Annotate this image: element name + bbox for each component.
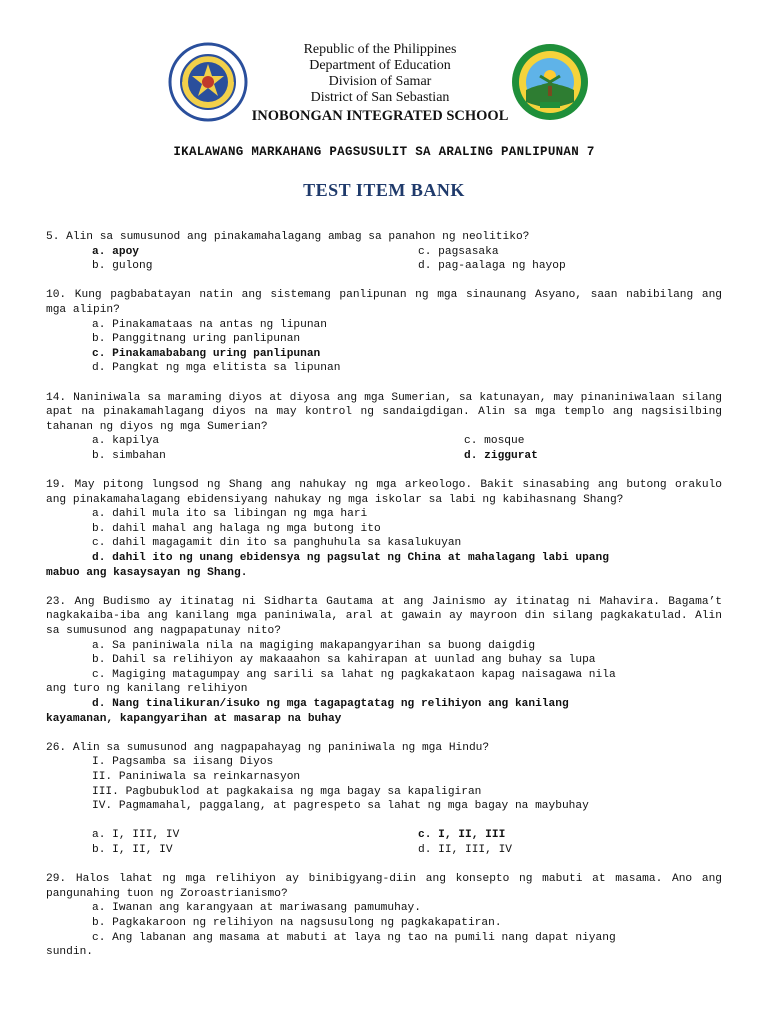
option-d: d. II, III, IV	[418, 843, 512, 856]
questions-list	[46, 230, 722, 974]
option-d-answer: d. Nang tinalikuran/isuko ng mga tagapagtatag ng relihiyon ang kanilang	[92, 698, 569, 710]
question-stem: 26. Alin sa sumusunod ang nagpapahayag ng paniniwala ng mga Hindu?	[46, 741, 490, 754]
option-c-continued: sundin.	[46, 946, 93, 959]
option-a: a. kapilya	[92, 435, 160, 448]
question-stem: 10. Kung pagbabatayan natin ang sistemang panlipunan ng mga sinaunang Asyano, saan nabibilang ang mga alipin?	[46, 289, 722, 316]
question-stem: 23. Ang Budismo ay itinatag ni Sidharta Gautama at ang Jainismo ay itinatag ni Mahavira. Bagama’t nagkakaiba-iba ang kanilang mga paniniwala, aral at gawain ay mayroon din silang pagkakatulad. Alin sa sumusunod ang nagpapatunay nito?	[46, 595, 722, 638]
option-c: c. pagsasaka	[418, 245, 499, 258]
question-23	[46, 595, 722, 726]
option-c: c. dahil magagamit din ito sa panghuhula sa kasalukuyan	[92, 537, 462, 550]
option-b: b. Panggitnang uring panlipunan	[92, 333, 301, 346]
header-text-block	[250, 42, 510, 124]
header-department: Department of Education	[309, 58, 451, 73]
option-a: a. I, III, IV	[92, 829, 180, 842]
roman-item-3: III. Pagbubuklod at pagkakaisa ng mga bagay sa kapaligiran	[92, 785, 482, 798]
option-c: c. Ang labanan ang masama at mabuti at laya ng tao na pumili nang dapat niyang	[92, 931, 616, 944]
question-26	[46, 741, 722, 858]
option-b: b. Pagkakaroon ng relihiyon na nagsusulong ng pagkakapatiran.	[92, 916, 502, 929]
header-district: District of San Sebastian	[310, 90, 450, 105]
option-d-answer: d. ziggurat	[464, 449, 538, 462]
option-a-answer: a. apoy	[92, 245, 139, 258]
document-header	[0, 40, 768, 130]
option-b: b. dahil mahal ang halaga ng mga butong ito	[92, 522, 381, 535]
option-b: b. gulong	[92, 260, 153, 273]
question-stem: 19. May pitong lungsod ng Shang ang nahukay ng mga arkeologo. Bakit sinasabing ang butong orakulo ang pinakamahalagang ebidensiyang nahukay ng mga iskolar sa labi ng kabihasnang Shang?	[46, 479, 722, 506]
header-division: Division of Samar	[328, 74, 432, 89]
question-stem: 5. Alin sa sumusunod ang pinakamahalagang ambag sa panahon ng neolitiko?	[46, 231, 530, 243]
header-republic: Republic of the Philippines	[303, 42, 457, 57]
option-b: b. Dahil sa relihiyon ay makaaahon sa kahirapan at uunlad ang buhay sa lupa	[92, 654, 596, 667]
option-c-answer: c. Pinakamababang uring panlipunan	[92, 347, 321, 360]
option-c-answer: c. I, II, III	[418, 829, 506, 842]
question-stem: 14. Naniniwala sa maraming diyos at diyosa ang mga Sumerian, sa katunayan, may pinaniniwalaan silang apat na pinakamahlagang diyos na may kontrol ng sandaigdigan. Alin sa mga templo ang nagsisilbing tahanan ng diyos ng mga Sumerian?	[46, 391, 722, 433]
option-a: a. dahil mula ito sa libingan ng mga hari	[92, 508, 368, 521]
option-d-answer-continued: mabuo ang kasaysayan ng Shang.	[46, 566, 248, 579]
option-d-answer-continued: kayamanan, kapangyarihan at masarap na buhay	[46, 712, 342, 725]
roman-item-2: II. Paniniwala sa reinkarnasyon	[92, 770, 301, 783]
option-a: a. Pinakamataas na antas ng lipunan	[92, 318, 327, 331]
option-b: b. I, II, IV	[92, 843, 173, 856]
school-seal-logo	[510, 42, 590, 122]
question-5	[46, 230, 722, 274]
test-item-bank-title: TEST ITEM BANK	[303, 180, 465, 200]
roman-item-4: IV. Pagmamahal, paggalang, at pagrespeto sa lahat ng mga bagay na maybuhay	[92, 800, 589, 813]
option-c: c. Magiging matagumpay ang sarili sa lahat ng pagkakataon kapag naisagawa nila	[92, 668, 616, 681]
option-c: c. mosque	[464, 435, 525, 448]
header-school-name: INOBONGAN INTEGRATED SCHOOL	[251, 108, 509, 124]
option-b: b. simbahan	[92, 449, 166, 462]
deped-seal-logo	[168, 42, 248, 122]
exam-title: IKALAWANG MARKAHANG PAGSUSULIT SA ARALING PANLIPUNAN 7	[173, 145, 595, 159]
option-a: a. Iwanan ang karangyaan at mariwasang pamumuhay.	[92, 902, 421, 915]
question-10	[46, 288, 722, 376]
question-14	[46, 391, 722, 464]
option-d-answer: d. dahil ito ng unang ebidensya ng pagsulat ng China at mahalagang labi upang	[92, 552, 609, 565]
question-stem: 29. Halos lahat ng mga relihiyon ay binibigyang-diin ang konsepto ng mabuti at masama. Ano ang pangunahing tuon ng Zoroastrianismo?	[46, 873, 722, 900]
roman-item-1: I. Pagsamba sa iisang Diyos	[92, 756, 274, 769]
option-a: a. Sa paniniwala nila na magiging makapangyarihan sa buong daigdig	[92, 639, 536, 652]
question-29	[46, 872, 722, 960]
question-19	[46, 478, 722, 580]
option-d: d. pag-aalaga ng hayop	[418, 260, 566, 273]
option-c-continued: ang turo ng kanilang relihiyon	[46, 683, 248, 696]
option-d: d. Pangkat ng mga elitista sa lipunan	[92, 362, 341, 375]
